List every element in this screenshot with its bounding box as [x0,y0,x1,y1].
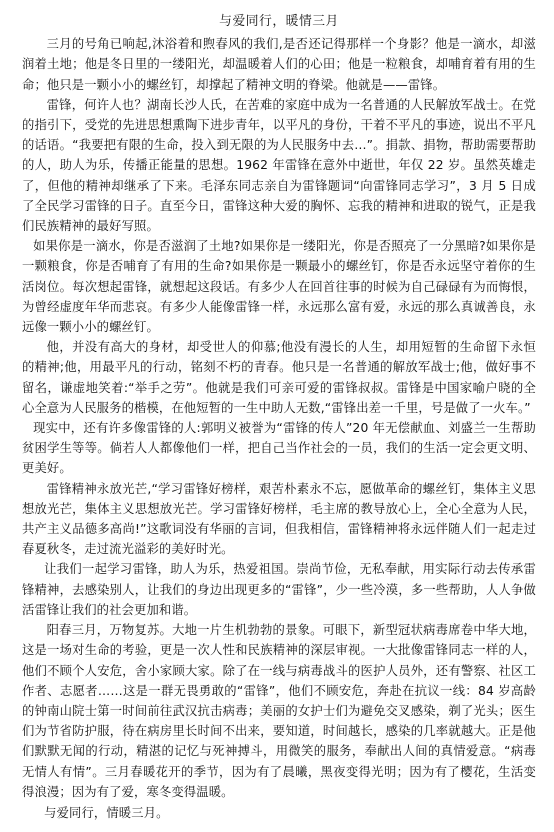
paragraph-intro: 三月的号角已响起,沐浴着和煦春风的我们,是否还记得那样一个身影？他是一滴水，却滋润着土地；他是冬日里的一缕阳光，却温暖着人们的心田；他是一粒粮食，却哺育着有用的生命；他只是一颗小小的螺丝钉，却撑起了精神文明的脊梁。他就是——雷锋。 [22,37,536,92]
paragraph-spring-epidemic: 阳春三月，万物复苏。大地一片生机勃勃的景象。可眼下，新型冠状病毒席卷中华大地，这是一场对生命的考验，更是一次人性和民族精神的深层审视。一大批像雷锋同志一样的人，他们不顾个人安危，舍小家顾大家。除了在一线与病毒战斗的医护人员外，还有警察、社区工作者、志愿者……这是一群无畏勇敢的“雷锋”，他们不顾安危，奔赴在抗议一线：84 岁高龄的钟南山院士第一时间前往武汉抗击病毒；美丽的女护士们为避免交叉感染，剃了光头；医生们为节省防护服，待在病房里长时间不出来，要知道，时间越长，感染的几率就越大。正是他们默默无闻的行动，精湛的记忆与死神搏斗，用微笑的服务，奉献出人间的真情爱意。“病毒无情人有情”。三月春暖花开的季节，因为有了晨曦，黑夜变得光明；因为有了樱花，生活变得浪漫；因为有了爱，寒冬变得温暖。 [22,623,536,799]
document-title: 与爱同行，暖情三月 [219,14,339,29]
paragraph-closing: 与爱同行，情暖三月。 [44,805,169,820]
paragraph-let-us-learn: 让我们一起学习雷锋，助人为乐，热爱祖国。崇尚节俭，无私奉献，用实际行动去传承雷锋精神，去感染别人，让我们的身边出现更多的“雷锋”，少一些冷漠，多一些帮助，人人争做活雷锋让我们的社会更加和谐。 [22,562,536,617]
paragraph-lei-feng-bio: 雷锋，何许人也？湖南长沙人氏，在苦难的家庭中成为一名普通的人民解放军战士。在党的指引下，受党的先进思想熏陶下进步青年，以平凡的身份，干着不平凡的事迹，说出不平凡的话语。“我要把有限的生命，投入到无限的为人民服务中去…”。捐款、捐物，帮助需要帮助的人，助人为乐，传播正能量的思想。1962 年雷锋在意外中逝世，年仅 22 岁。虽然英雄走了，但他的精神却继承了下来。毛泽东同志亲自为雷锋题词“向雷锋同志学习”，3 月 5 日成了全民学习雷锋的日子。直至今日，雷锋这种大爱的胸怀、忘我的精神和进取的锐气，正是我们民族精神的最好写照。 [22,97,536,234]
paragraph-if-you-are: 如果你是一滴水，你是否滋润了土地?如果你是一缕阳光，你是否照亮了一分黑暗?如果你是一颗粮食，你是否哺育了有用的生命?如果你是一颗最小的螺丝钉，你是否永远坚守着你的生活岗位。每次想起雷锋，就想起这段话。有多少人在回首往事的时候为自己碌碌有为而悔恨，为曾经虚度年华而悲哀。有多少人能像雷锋一样，永远那么富有爱，永远的那么真诚善良，永远像一颗小小的螺丝钉。 [22,239,536,335]
paragraph-ordinary-soldier: 他，并没有高大的身材，却受世人的仰慕;他没有漫长的人生，却用短暂的生命留下永恒的精神;他，用最平凡的行动，铭刻不朽的青春。他只是一名普通的解放军战士;他，做好事不留名，谦虚地笑着:“举手之劳”。他就是我们可亲可爱的雷锋叔叔。雷锋是中国家喻户晓的全心全意为人民服务的楷模，在他短暂的一生中助人无数,“雷锋出差一千里，号是做了一火车。” [22,340,536,415]
paragraph-reality: 现实中，还有许多像雷锋的人:郭明义被誉为“雷锋的传人”20 年无偿献血、刘盛兰一生帮助贫困学生等等。倘若人人都像他们一样，把自己当作社会的一员，我们的生活一定会更文明、更美好。 [22,421,536,476]
paragraph-spirit-shines: 雷锋精神永放光芒,“学习雷锋好榜样，艰苦朴素永不忘，愿做革命的螺丝钉，集体主义思想放光芒，集体主义思想放光芒。学习雷锋好榜样，毛主席的教导放心上，全心全意为人民，共产主义品德多高尚!”这歌词没有华丽的言词，但我相信，雷锋精神将永远伴随人们一起走过春夏秋冬，走过流光溢彩的美好时光。 [22,481,536,557]
